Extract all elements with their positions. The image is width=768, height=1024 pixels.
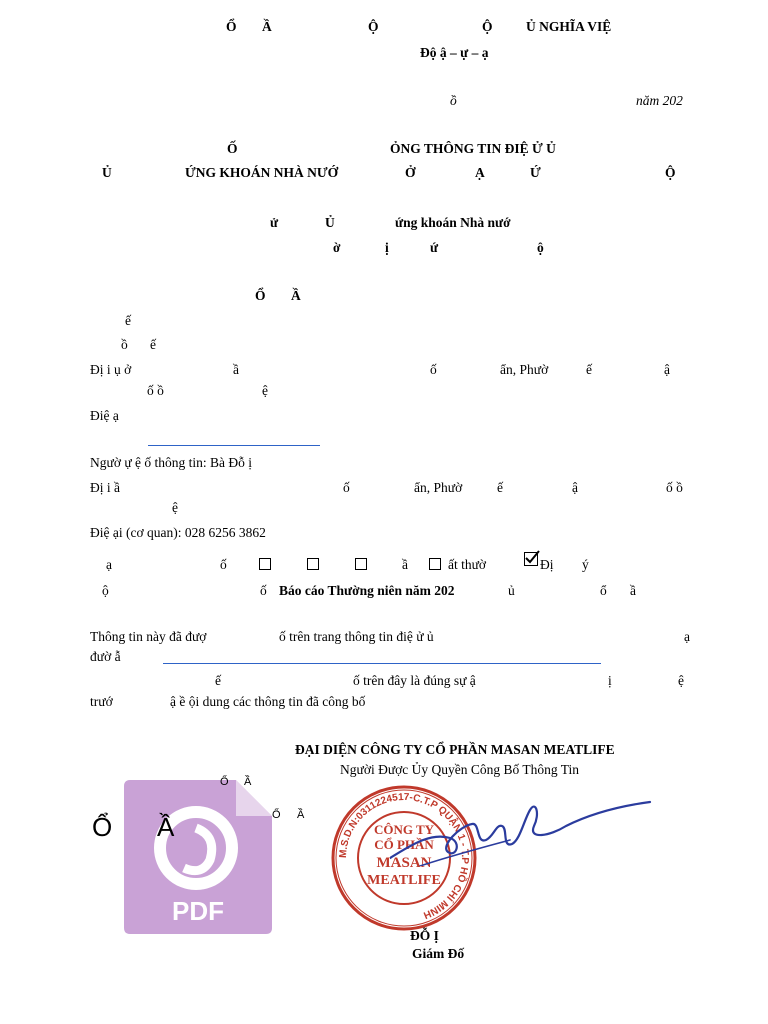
checkbox-periodic-checked[interactable]: [524, 552, 538, 566]
seal-line: CỔ PHẦN: [374, 837, 434, 852]
seal-line: MASAN: [376, 855, 432, 871]
type-irregular-label: ất thườ: [448, 557, 487, 572]
type-periodic-label: Đị: [540, 557, 554, 572]
pdf-logo-icon: [122, 778, 274, 936]
email-link-underline[interactable]: [148, 445, 320, 446]
header-fragment: Ầ: [262, 19, 272, 34]
publish-statement: Thông tin này đã đượ: [90, 629, 207, 644]
type-label: ạ: [106, 557, 112, 572]
signatory-organization: ĐẠI DIỆN CÔNG TY CỔ PHẦN MASAN MEATLIFE: [295, 742, 615, 757]
company-short-name: ế: [150, 337, 156, 352]
discloser-address: ẩn, Phườ: [414, 480, 463, 495]
checkbox-periodic[interactable]: [259, 558, 271, 570]
seal-line: MEATLIFE: [367, 873, 441, 888]
overlay-large-fragment: Ầ: [157, 812, 175, 842]
overlay-large-fragment: Ổ: [92, 812, 113, 842]
company-address-line2: ố ồ: [147, 383, 164, 398]
checkbox-irregular[interactable]: [429, 558, 441, 570]
header-fragment: Ộ: [482, 19, 493, 34]
national-motto-title: Ủ NGHĨA VIỆ: [526, 19, 612, 34]
discloser-address: Đị i ầ: [90, 480, 120, 495]
company-name-fragment: Ầ: [291, 288, 301, 303]
header-fragment: Ộ: [368, 19, 379, 34]
commitment-text: ậ ề ội dung các thông tin đã công bố: [170, 694, 366, 709]
overlay-fragment: Ầ: [244, 776, 252, 788]
recipient-fragment: Ủ: [325, 215, 335, 230]
content-label: ộ: [102, 583, 109, 598]
content-label: ủ: [508, 583, 515, 598]
recipient-fragment: ử: [270, 215, 279, 230]
type-label: ý: [582, 557, 589, 572]
discloser-phone: Điệ ại (cơ quan): 028 6256 3862: [90, 525, 266, 540]
pdf-label: PDF: [172, 896, 224, 926]
recipient-line1: ứng khoán Nhà nướ: [395, 215, 511, 230]
company-address: ế: [586, 362, 592, 377]
company-phone: Điệ ạ: [90, 408, 119, 423]
content-annual-report: Báo cáo Thường niên năm 202: [279, 583, 455, 598]
website-link-underline[interactable]: [163, 663, 601, 664]
doc-title-fragment: Ứ: [530, 165, 541, 180]
overlay-fragment: Ổ: [272, 809, 281, 821]
content-label: ố: [260, 583, 267, 598]
doc-title-fragment: Ở: [405, 165, 416, 180]
company-address: ầ: [233, 362, 239, 377]
checkbox-option[interactable]: [307, 558, 319, 570]
discloser-address: ố: [343, 480, 350, 495]
overlay-fragment: Ổ: [220, 776, 229, 788]
discloser-name: Ngườ ự ệ ố thông tin: Bà Đỗ ị: [90, 455, 253, 470]
type-label: ầ: [402, 557, 408, 572]
company-address-line2: ệ: [262, 383, 268, 398]
date-year: năm 202: [636, 93, 683, 108]
commitment-text: trướ: [90, 694, 113, 709]
national-motto-subtitle: Độ ậ – ự – ạ: [420, 45, 489, 60]
signatory-position: Giám Đố: [412, 946, 465, 961]
signatory-role: Người Được Ủy Quyền Công Bố Thông Tin: [340, 762, 580, 777]
recipient-fragment: ộ: [537, 240, 544, 255]
discloser-address: ậ: [572, 480, 578, 495]
company-address-label: Đị i ụ ở: [90, 362, 132, 377]
commitment-text: ệ: [678, 673, 684, 688]
seal-ring-text: M.S.D.N:0311224517-C.T.P QUẬN 1 - T.P HỒ CHÍ MINH: [337, 791, 471, 921]
content-label: ổ: [600, 583, 607, 598]
handwritten-signature: [390, 796, 660, 866]
commitment-text: ế: [215, 673, 221, 688]
company-short-name: ồ: [121, 337, 128, 352]
company-address: ẩn, Phườ: [500, 362, 549, 377]
discloser-address: ố ồ: [666, 480, 683, 495]
seal-line: CÔNG TY: [373, 822, 435, 837]
overlay-fragment: Ầ: [297, 809, 305, 821]
doc-title-fragment: Ộ: [665, 165, 676, 180]
discloser-address: ế: [497, 480, 503, 495]
type-label: ố: [220, 557, 227, 572]
doc-title-fragment: Ạ: [475, 165, 485, 180]
publish-link-label: đườ ẫ: [90, 649, 121, 664]
header-fragment: Ổ: [226, 19, 237, 34]
doc-title-line1: ỎNG THÔNG TIN ĐIỆ Ử Ủ: [390, 141, 556, 156]
discloser-address-line2: ệ: [172, 500, 178, 515]
company-name-fragment: Ổ: [255, 288, 266, 303]
doc-title-fragment: Ủ: [102, 165, 112, 180]
content-label: ầ: [630, 583, 636, 598]
commitment-text: ị: [608, 673, 612, 688]
company-address: ố: [430, 362, 437, 377]
recipient-fragment: ờ: [333, 240, 341, 255]
company-english-name: ế: [125, 313, 131, 328]
date-fragment: ồ: [450, 93, 457, 108]
company-address: ậ: [664, 362, 670, 377]
recipient-fragment: ứ: [430, 240, 439, 255]
recipient-fragment: ị: [385, 240, 389, 255]
publish-statement: ạ: [684, 629, 690, 644]
checkbox-option[interactable]: [355, 558, 367, 570]
publish-statement: ố trên trang thông tin điệ ử ủ: [279, 629, 434, 644]
commitment-text: ố trên đây là đúng sự ậ: [353, 673, 476, 688]
doc-title-fragment: Ố: [227, 141, 238, 156]
doc-title-line2: ỨNG KHOÁN NHÀ NƯỚ: [185, 165, 339, 180]
signatory-name: ĐỖ Ị: [410, 928, 439, 943]
